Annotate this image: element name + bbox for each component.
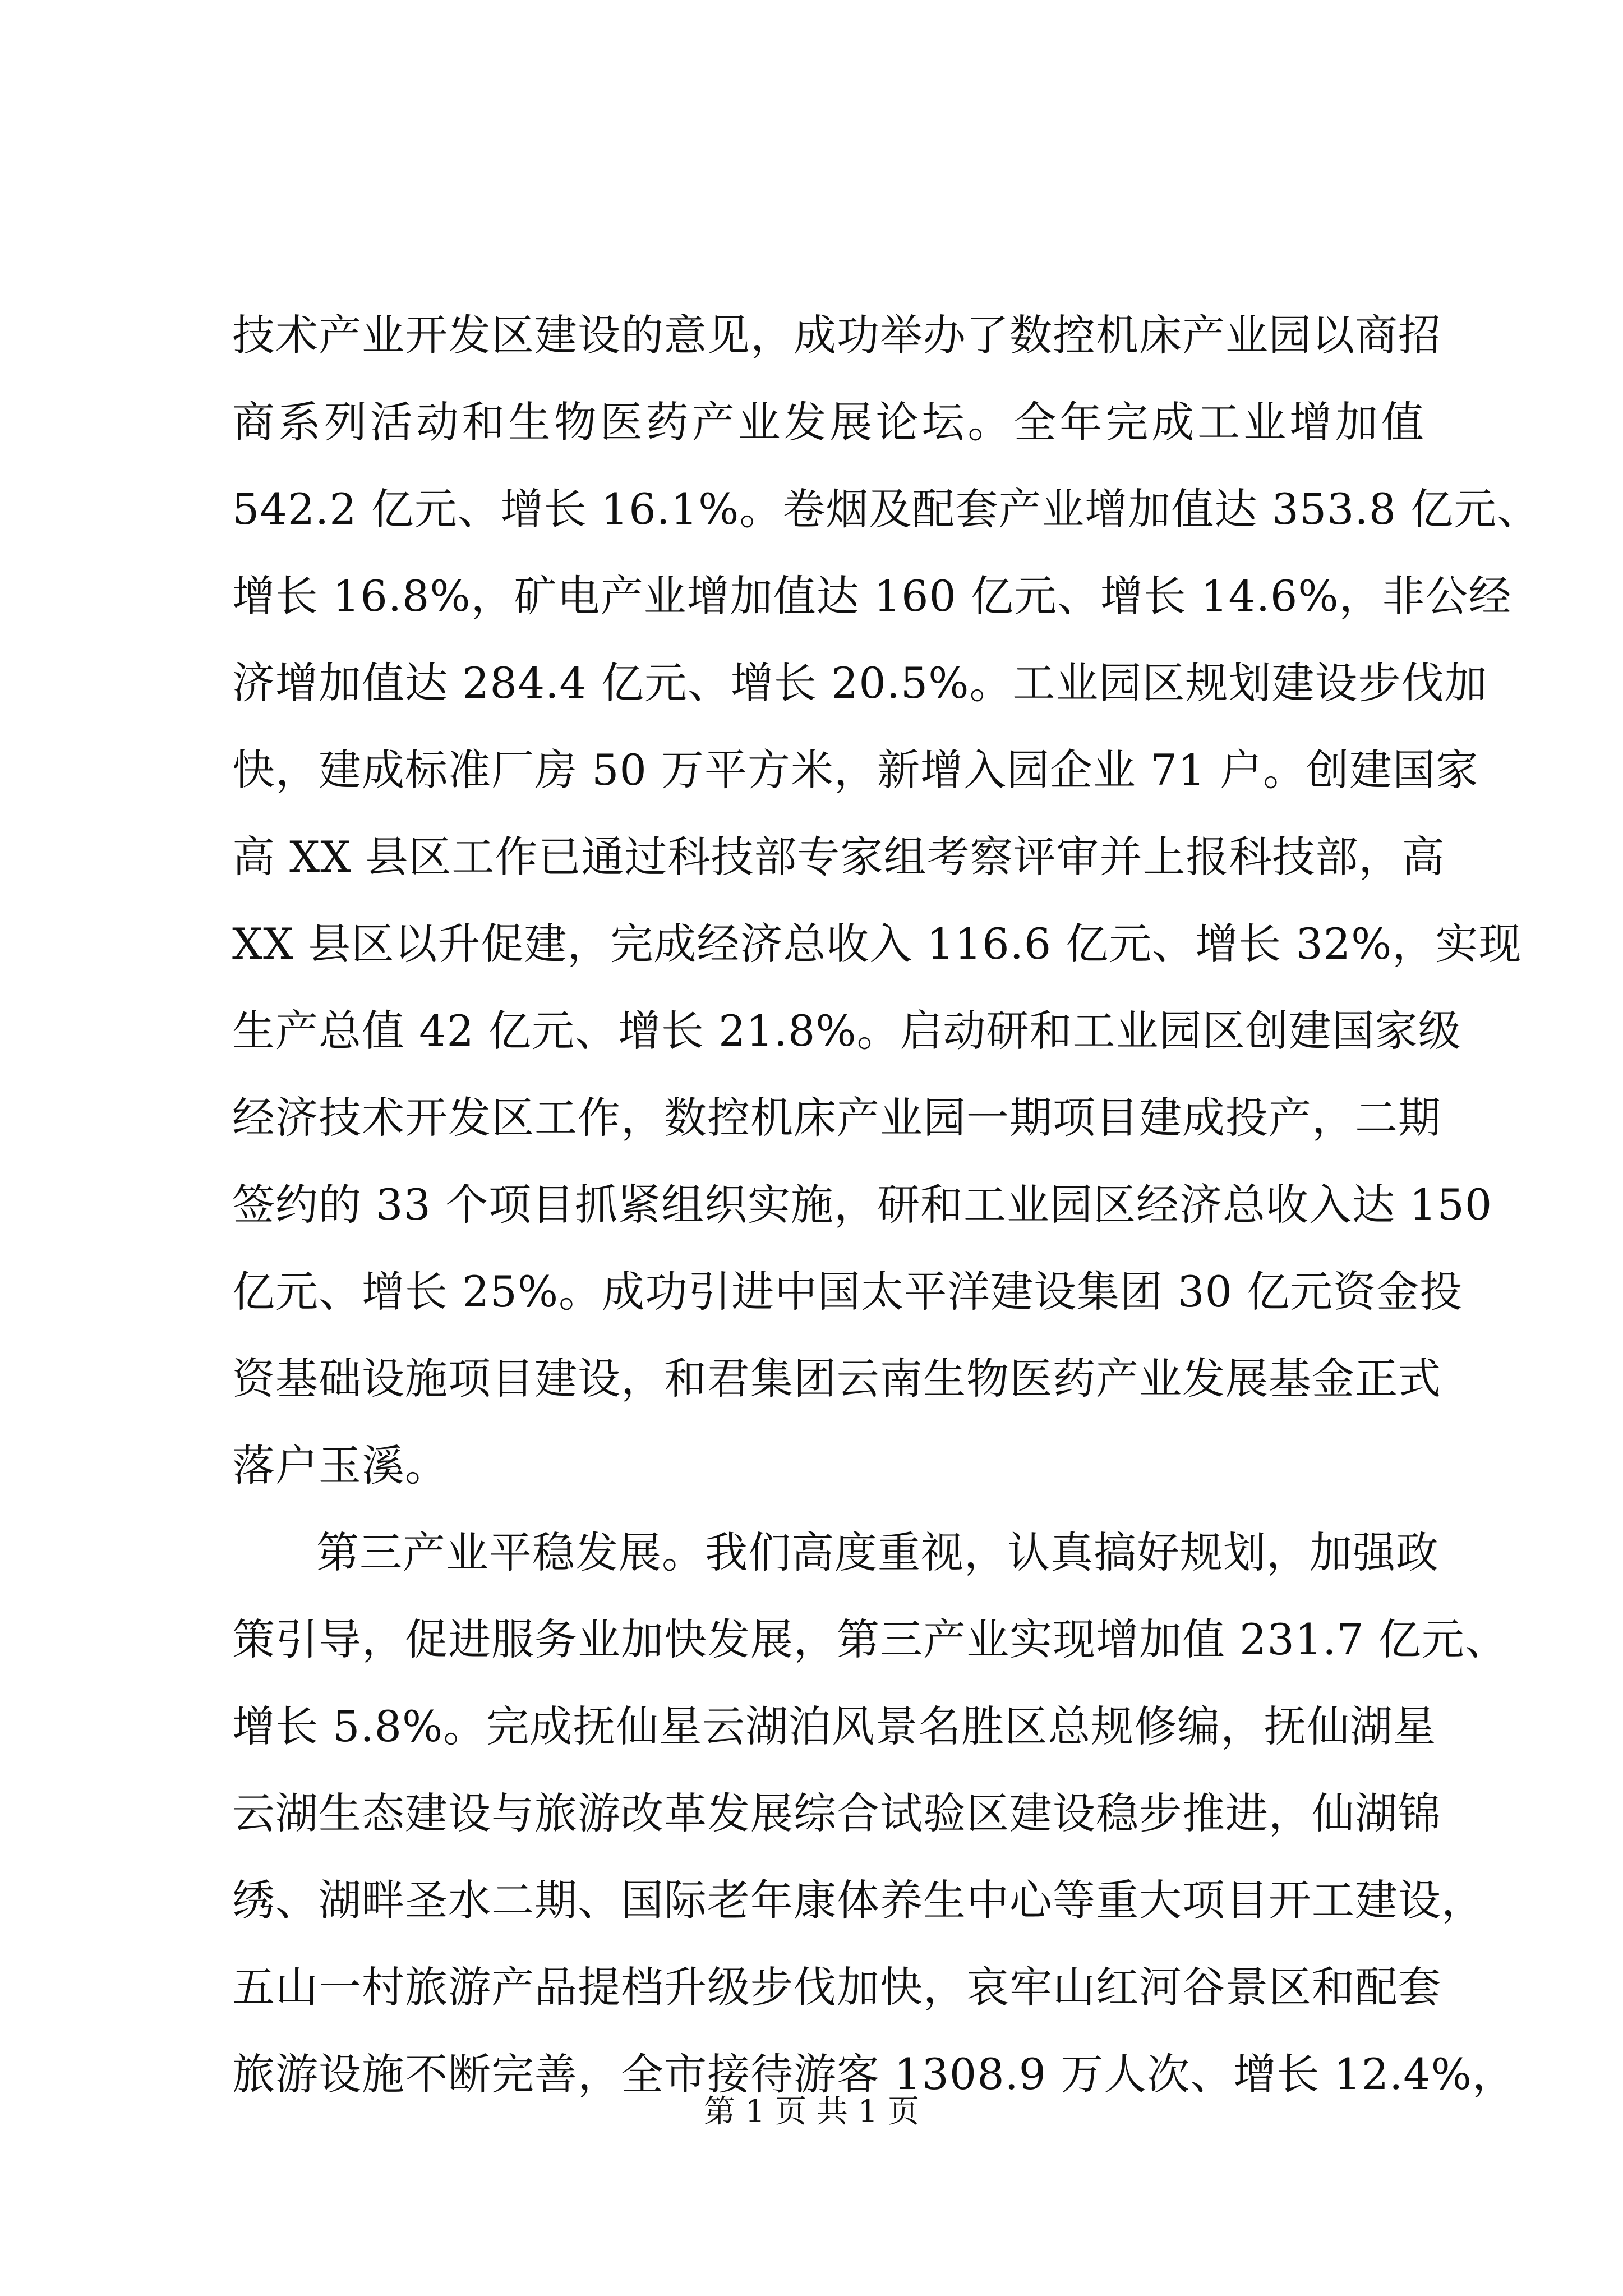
text-line: 旅游设施不断完善，全市接待游客 1308.9 万人次、增长 12.4%， (232, 2049, 1515, 2099)
text-line: 策引导，促进服务业加快发展，第三产业实现增加值 231.7 亿元、 (232, 1614, 1508, 1664)
text-line: 技术产业开发区建设的意见，成功举办了数控机床产业园以商招 (232, 310, 1441, 360)
text-line: 经济技术开发区工作，数控机床产业园一期项目建成投产，二期 (232, 1093, 1441, 1143)
text-line: 落户玉溪。 (232, 1441, 448, 1490)
page-footer: 第 1 页 共 1 页 (703, 2093, 920, 2130)
text-line: 商系列活动和生物医药产业发展论坛。全年完成工业增加值 (232, 397, 1424, 447)
text-line: 增长 5.8%。完成抚仙星云湖泊风景名胜区总规修编，抚仙湖星 (232, 1701, 1437, 1751)
text-line: 五山一村旅游产品提档升级步伐加快，哀牢山红河谷景区和配套 (232, 1962, 1441, 2012)
text-line: 542.2 亿元、增长 16.1%。卷烟及配套产业增加值达 353.8 亿元、 (232, 484, 1541, 534)
text-line: 快，建成标准厂房 50 万平方米，新增入园企业 71 户。创建国家 (232, 745, 1479, 795)
text-line: 亿元、增长 25%。成功引进中国太平洋建设集团 30 亿元资金投 (232, 1267, 1463, 1317)
text-line: 第三产业平稳发展。我们高度重视，认真搞好规划，加强政 (316, 1527, 1439, 1577)
text-line: XX 县区以升促建，完成经济总收入 116.6 亿元、增长 32%，实现 (232, 919, 1522, 969)
text-line: 资基础设施项目建设，和君集团云南生物医药产业发展基金正式 (232, 1354, 1441, 1404)
text-line: 济增加值达 284.4 亿元、增长 20.5%。工业园区规划建设步伐加 (232, 658, 1488, 708)
text-line: 签约的 33 个项目抓紧组织实施，研和工业园区经济总收入达 150 (232, 1180, 1493, 1230)
text-line: 增长 16.8%，矿电产业增加值达 160 亿元、增长 14.6%，非公经 (232, 571, 1512, 621)
text-line: 高 XX 县区工作已通过科技部专家组考察评审并上报科技部，高 (232, 832, 1445, 882)
text-line: 云湖生态建设与旅游改革发展综合试验区建设稳步推进，仙湖锦 (232, 1788, 1441, 1838)
text-line: 绣、湖畔圣水二期、国际老年康体养生中心等重大项目开工建设， (232, 1875, 1484, 1925)
text-line: 生产总值 42 亿元、增长 21.8%。启动研和工业园区创建国家级 (232, 1006, 1461, 1056)
body-text (232, 292, 1541, 2118)
